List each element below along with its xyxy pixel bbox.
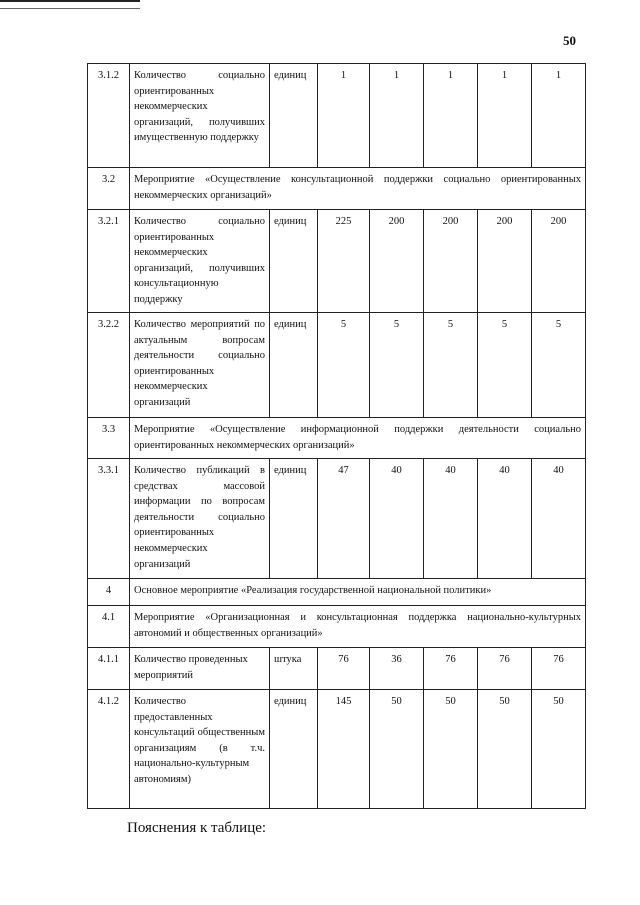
row-number: 4.1.1 (88, 648, 130, 690)
value-cell: 145 (318, 690, 370, 809)
table-row (88, 64, 586, 168)
table-row (88, 313, 586, 418)
indicator-name: Количество публикаций в средствах массовой информации по вопросам деятельности социально ориентированных некоммерческих организаций (130, 459, 270, 579)
indicator-name: Количество мероприятий по актуальным вопросам деятельности социально ориентированных некоммерческих организаций (130, 313, 270, 418)
value-cell: 1 (532, 64, 586, 168)
indicator-name: Количество предоставленных консультаций общественным организациям (в т.ч. национально-культурным автономиям) (130, 690, 270, 809)
row-number: 4.1 (88, 606, 130, 648)
value-cell: 40 (370, 459, 424, 579)
table-row (88, 418, 586, 459)
unit-cell: единиц (270, 690, 318, 809)
value-cell: 225 (318, 210, 370, 313)
unit-cell: единиц (270, 459, 318, 579)
row-number: 3.2 (88, 168, 130, 210)
indicators-table (87, 63, 586, 809)
indicator-name: Количество проведенных мероприятий (130, 648, 270, 690)
value-cell: 5 (318, 313, 370, 418)
value-cell: 40 (532, 459, 586, 579)
top-scan-line (0, 0, 140, 9)
unit-cell: штука (270, 648, 318, 690)
table-notes-heading: Пояснения к таблице: (127, 820, 267, 836)
value-cell: 40 (424, 459, 478, 579)
activity-title: Мероприятие «Осуществление консультационной поддержки социально ориентированных некоммерческих организаций» (130, 168, 586, 210)
value-cell: 5 (478, 313, 532, 418)
value-cell: 50 (532, 690, 586, 809)
value-cell: 200 (424, 210, 478, 313)
value-cell: 76 (318, 648, 370, 690)
table-row (88, 579, 586, 606)
value-cell: 50 (424, 690, 478, 809)
activity-title: Мероприятие «Осуществление информационной поддержки деятельности социально ориентированных некоммерческих организаций» (130, 418, 586, 459)
value-cell: 1 (424, 64, 478, 168)
value-cell: 5 (532, 313, 586, 418)
value-cell: 50 (370, 690, 424, 809)
table-row (88, 210, 586, 313)
table-row (88, 648, 586, 690)
value-cell: 76 (424, 648, 478, 690)
row-number: 4.1.2 (88, 690, 130, 809)
value-cell: 47 (318, 459, 370, 579)
page-number: 50 (563, 33, 576, 48)
value-cell: 36 (370, 648, 424, 690)
value-cell: 5 (370, 313, 424, 418)
table-row (88, 690, 586, 809)
table-row (88, 459, 586, 579)
row-number: 3.2.1 (88, 210, 130, 313)
table-row (88, 168, 586, 210)
row-number: 3.3 (88, 418, 130, 459)
value-cell: 200 (478, 210, 532, 313)
value-cell: 50 (478, 690, 532, 809)
activity-title: Мероприятие «Организационная и консультационная поддержка национально-культурных автономий и общественных организаций» (130, 606, 586, 648)
row-number: 3.2.2 (88, 313, 130, 418)
value-cell: 1 (318, 64, 370, 168)
value-cell: 200 (370, 210, 424, 313)
value-cell: 1 (478, 64, 532, 168)
value-cell: 76 (478, 648, 532, 690)
row-number: 3.3.1 (88, 459, 130, 579)
value-cell: 76 (532, 648, 586, 690)
unit-cell: единиц (270, 313, 318, 418)
indicator-name: Количество социально ориентированных некоммерческих организаций, получивших имущественную поддержку (130, 64, 270, 168)
unit-cell: единиц (270, 64, 318, 168)
row-number: 4 (88, 579, 130, 606)
value-cell: 1 (370, 64, 424, 168)
value-cell: 40 (478, 459, 532, 579)
indicator-name: Количество социально ориентированных некоммерческих организаций, получивших консультационную поддержку (130, 210, 270, 313)
value-cell: 5 (424, 313, 478, 418)
unit-cell: единиц (270, 210, 318, 313)
table-row (88, 606, 586, 648)
activity-title: Основное мероприятие «Реализация государственной национальной политики» (130, 579, 586, 606)
row-number: 3.1.2 (88, 64, 130, 168)
value-cell: 200 (532, 210, 586, 313)
